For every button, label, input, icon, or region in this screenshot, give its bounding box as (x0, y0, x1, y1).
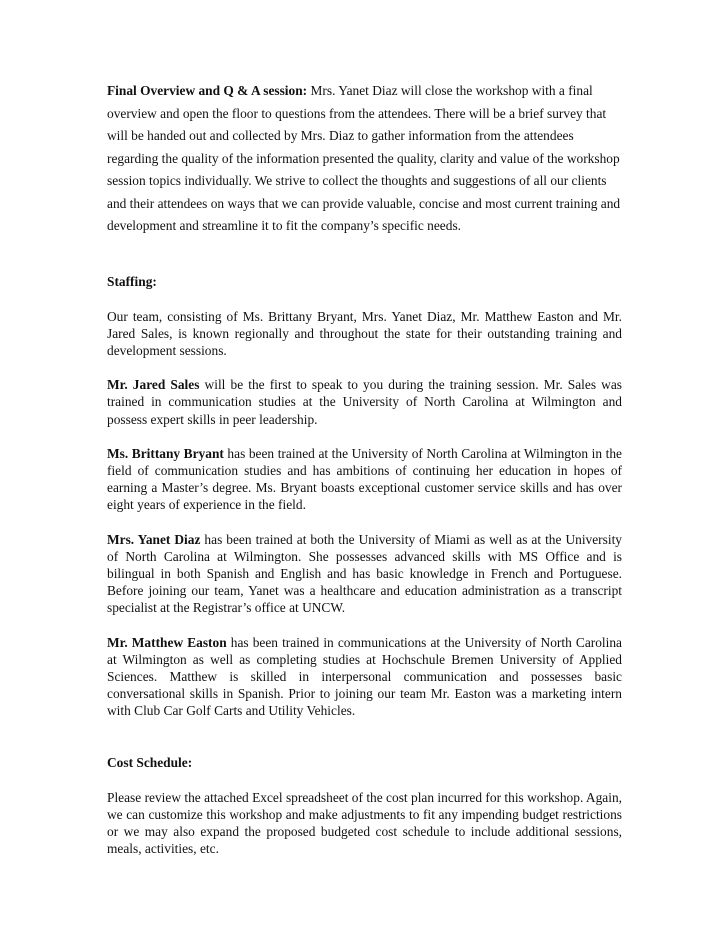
staff-bio-text: has been trained at the University of North Carolina at Wilmington in the field of communication studies and has ambitions of continuing her education in hopes of earning a Master’s degree. Ms. Bryant boasts exceptional customer service skills and has over eight years of experience in the field. (107, 445, 622, 513)
staff-bio-brittany-bryant (107, 445, 622, 514)
staff-name: Mrs. Yanet Diaz (107, 531, 201, 547)
document-page (107, 80, 622, 857)
final-overview-text: Mrs. Yanet Diaz will close the workshop with a final overview and open the floor to questions from the attendees. There will be a brief survey that will be handed out and collected by Mrs. Diaz to gather information from the attendees regarding the quality of the information presented the quality, clarity and value of the workshop session topics individually. We strive to collect the thoughts and suggestions of all our clients and their attendees on ways that we can provide valuable, concise and most current training and development and streamline it to fit the company’s specific needs. (107, 83, 621, 233)
staff-bio-matthew-easton (107, 634, 622, 720)
staff-bio-jared-sales (107, 376, 622, 428)
staff-name: Mr. Matthew Easton (107, 634, 227, 650)
staff-bio-text: has been trained at both the University of Miami as well as at the University of North Carolina at Wilmington. She possesses advanced skills with MS Office and is bilingual in both Spanish and English and has basic knowledge in French and Portuguese. Before joining our team, Yanet was a healthcare and education administration as a transcript specialist at the Registrar’s office at UNCW. (107, 531, 622, 616)
staff-name: Mr. Jared Sales (107, 377, 200, 393)
staffing-heading: Staffing: (107, 273, 157, 289)
staff-bio-text: has been trained in communications at the University of North Carolina at Wilmington as well as completing studies at Hochschule Bremen University of Applied Sciences. Matthew is skilled in interpersonal communication and possesses basic conversational skills in Spanish. Prior to joining our team Mr. Easton was a marketing intern with Club Car Golf Carts and Utility Vehicles. (107, 634, 622, 719)
staff-name: Ms. Brittany Bryant (107, 445, 224, 461)
final-overview-paragraph (107, 80, 622, 238)
staffing-intro-paragraph: Our team, consisting of Ms. Brittany Bryant, Mrs. Yanet Diaz, Mr. Matthew Easton and Mr. Jared Sales, is known regionally and throughout the state for their outstanding training and development sessions. (107, 308, 622, 358)
staff-bio-text: will be the first to speak to you during the training session. Mr. Sales was trained in communication studies at the University of North Carolina at Wilmington and possess expert skills in peer leadership. (107, 377, 622, 427)
cost-schedule-paragraph: Please review the attached Excel spreadsheet of the cost plan incurred for this workshop. Again, we can customize this workshop and make adjustments to fit any impending budget restrictions or we may also expand the proposed budgeted cost schedule to include additional sessions, meals, activities, etc. (107, 789, 622, 857)
final-overview-heading: Final Overview and Q & A session: (107, 83, 308, 98)
staff-bio-yanet-diaz (107, 531, 622, 617)
cost-schedule-heading: Cost Schedule: (107, 754, 193, 770)
